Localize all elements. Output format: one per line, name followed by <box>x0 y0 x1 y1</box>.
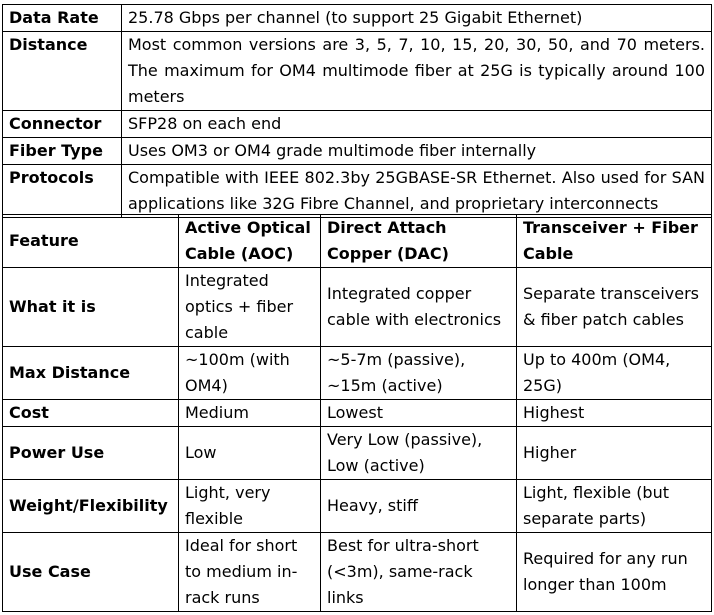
specifications-table <box>2 4 712 218</box>
table-row <box>3 5 712 32</box>
spec-value-fiber-type: Uses OM3 or OM4 grade multimode fiber internally <box>122 138 712 165</box>
spec-value-data-rate: 25.78 Gbps per channel (to support 25 Gigabit Ethernet) <box>122 5 712 32</box>
spec-key-fiber-type: Fiber Type <box>3 138 122 165</box>
spec-value-distance: Most common versions are 3, 5, 7, 10, 15, 20, 30, 50, and 70 meters. The maximum for OM4 multimode fiber at 25G is typically around 100 meters <box>122 32 712 111</box>
transceiver-cell: Higher <box>517 427 712 480</box>
aoc-cell: Medium <box>179 400 321 427</box>
spec-key-protocols: Protocols <box>3 165 122 218</box>
header-dac: Direct Attach Copper (DAC) <box>321 215 517 268</box>
transceiver-cell: Light, flexible (but separate parts) <box>517 480 712 533</box>
spec-key-connector: Connector <box>3 111 122 138</box>
feature-label: Use Case <box>3 533 179 612</box>
table-row <box>3 138 712 165</box>
table-row <box>3 32 712 111</box>
transceiver-cell: Highest <box>517 400 712 427</box>
feature-label: Weight/Flexibility <box>3 480 179 533</box>
feature-label: Cost <box>3 400 179 427</box>
dac-cell: Lowest <box>321 400 517 427</box>
spec-value-protocols: Compatible with IEEE 802.3by 25GBASE-SR Ethernet. Also used for SAN applications like 32G Fibre Channel, and proprietary interconnects <box>122 165 712 218</box>
spec-key-data-rate: Data Rate <box>3 5 122 32</box>
dac-cell: ~5-7m (passive), ~15m (active) <box>321 347 517 400</box>
feature-label: Power Use <box>3 427 179 480</box>
table-row <box>3 347 712 400</box>
dac-cell: Very Low (passive), Low (active) <box>321 427 517 480</box>
table-row <box>3 111 712 138</box>
dac-cell: Heavy, stiff <box>321 480 517 533</box>
table-row <box>3 268 712 347</box>
feature-label: Max Distance <box>3 347 179 400</box>
comparison-table <box>2 214 712 612</box>
header-aoc: Active Optical Cable (AOC) <box>179 215 321 268</box>
dac-cell: Integrated copper cable with electronics <box>321 268 517 347</box>
header-transceiver: Transceiver + Fiber Cable <box>517 215 712 268</box>
aoc-cell: Low <box>179 427 321 480</box>
aoc-cell: Integrated optics + fiber cable <box>179 268 321 347</box>
dac-cell: Best for ultra-short (<3m), same-rack links <box>321 533 517 612</box>
transceiver-cell: Required for any run longer than 100m <box>517 533 712 612</box>
header-feature: Feature <box>3 215 179 268</box>
table-row <box>3 427 712 480</box>
spec-key-distance: Distance <box>3 32 122 111</box>
table-header-row <box>3 215 712 268</box>
spec-value-connector: SFP28 on each end <box>122 111 712 138</box>
aoc-cell: Ideal for short to medium in-rack runs <box>179 533 321 612</box>
transceiver-cell: Separate transceivers & fiber patch cables <box>517 268 712 347</box>
table-row <box>3 480 712 533</box>
table-row <box>3 533 712 612</box>
table-row <box>3 400 712 427</box>
feature-label: What it is <box>3 268 179 347</box>
aoc-cell: ~100m (with OM4) <box>179 347 321 400</box>
table-row <box>3 165 712 218</box>
aoc-cell: Light, very flexible <box>179 480 321 533</box>
transceiver-cell: Up to 400m (OM4, 25G) <box>517 347 712 400</box>
